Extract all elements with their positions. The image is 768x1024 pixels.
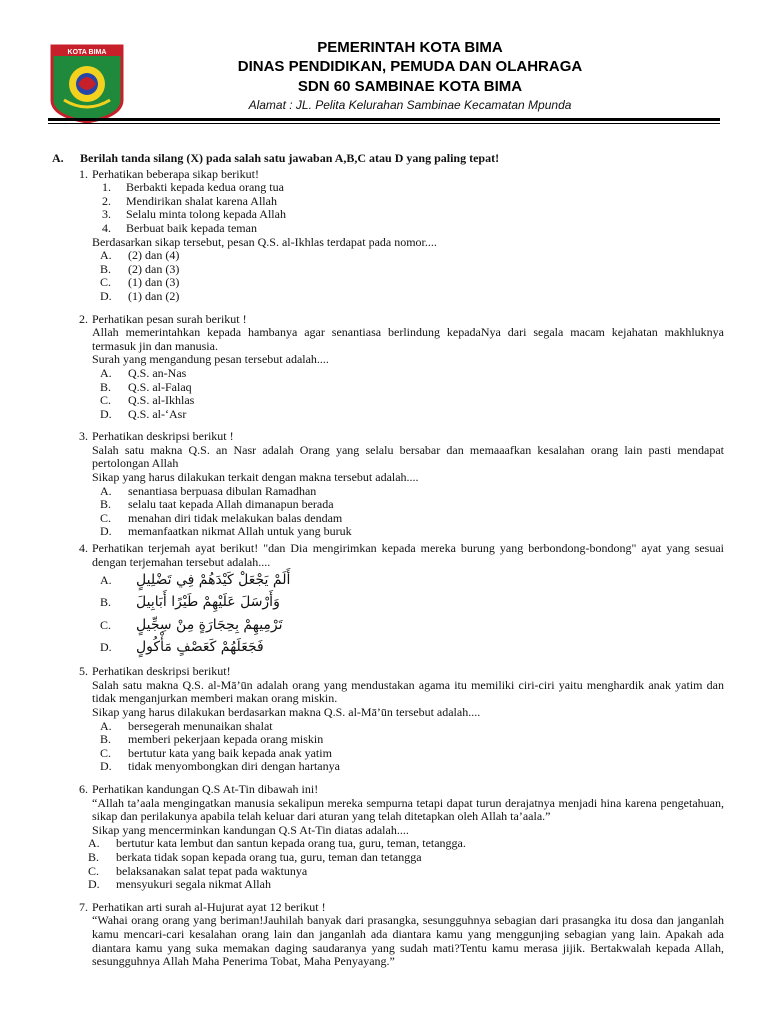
option-a[interactable]: A. (2) dan (4)	[100, 248, 180, 263]
header-rule-thin	[48, 123, 720, 124]
option-c[interactable]: C. bertutur kata yang baik kepada anak yatim	[100, 745, 332, 760]
kota-bima-logo	[50, 44, 124, 124]
question-1: 1. Perhatikan beberapa sikap berikut! 1. Berbakti kepada kedua orang tua 2. Mendirikan shalat karena Allah 3. Selalu minta tolong kepada Allah 4. Berbuat baik kepada teman Berdasarkan sikap tersebut, pesan Q.S. al-Ikhlas terdapat pada nomor.... A. (2) dan (4) B. (2) dan (3) C. (1) dan (3) D. (1) dan (2)	[52, 168, 724, 304]
option-b[interactable]: B. berkata tidak sopan kepada orang tua, guru, teman dan tetangga	[88, 849, 422, 864]
header-department: DINAS PENDIDIKAN, PEMUDA DAN OLAHRAGA	[237, 58, 583, 75]
list-item: 2. Mendirikan shalat karena Allah	[102, 193, 277, 208]
option-c[interactable]: C. (1) dan (3)	[100, 275, 180, 290]
question-2: 2. Perhatikan pesan surah berikut ! Allah memerintahkan kepada hambanya agar senantiasa berlindung kepadaNya dari segala macam kejahatan makhluknya termasuk jin dan manusia. Surah yang mengandung pesan tersebut adalah.... A. Q.S. an-Nas B. Q.S. al-Falaq C. Q.S. al-Ikhlas D. Q.S. al-‘Asr	[79, 311, 724, 421]
question-5: 5. Perhatikan deskripsi berikut! Salah satu makna Q.S. al-Mā’ūn adalah orang yang mendustakan agama itu memiliki ciri-ciri yaitu menghardik anak yatim dan tidak menganjurkan memberi makan orang miskin. Sikap yang harus dilakukan berdasarkan makna Q.S. al-Mā’ūn tersebut adalah.... A. bersegerah menunaikan shalat B. memberi pekerjaan kepada orang miskin C. bertutur kata yang baik kepada anak yatim D. tidak menyombongkan diri dengan hartanya	[79, 664, 724, 774]
option-a[interactable]: A. أَلَمْ يَجْعَلْ كَيْدَهُمْ فِي تَضْلِيلٍ	[100, 571, 291, 588]
header-school: SDN 60 SAMBINAE KOTA BIMA	[297, 78, 523, 95]
option-a[interactable]: A. senantiasa berpuasa dibulan Ramadhan	[100, 483, 317, 498]
option-d[interactable]: D. tidak menyombongkan diri dengan hartanya	[100, 759, 340, 774]
question-4: 4. Perhatikan terjemah ayat berikut! "dan Dia mengirimkan kepada mereka burung yang berbondong-bondong" ayat yang sesuai dengan terjemahan tersebut adalah.... A. أَلَمْ يَجْعَلْ كَيْدَهُمْ فِي تَضْلِيلٍ B. وَأَرْسَلَ عَلَيْهِمْ طَيْرًا أَبَابِيلَ C. تَرْمِيهِمْ بِحِجَارَةٍ مِنْ سِجِّيلٍ D. فَجَعَلَهُمْ كَعَصْفٍ مَأْكُولٍ	[52, 542, 724, 659]
question-3: 3. Perhatikan deskripsi berikut ! Salah satu makna Q.S. an Nasr adalah Orang yang selalu bersabar dan memaaafkan kesalahan orang lain pasti mendapat pertolongan Allah Sikap yang harus dilakukan terkait dengan makna tersebut adalah.... A. senantiasa berpuasa dibulan Ramadhan B. selalu taat kepada Allah dimanapun berada C. menahan diri tidak melakukan balas dendam D. memanfaatkan nikmat Allah untuk yang buruk	[79, 429, 724, 539]
option-a[interactable]: A. bersegerah menunaikan shalat	[100, 718, 273, 733]
option-b[interactable]: B. (2) dan (3)	[100, 261, 180, 276]
option-b[interactable]: B. وَأَرْسَلَ عَلَيْهِمْ طَيْرًا أَبَابِيلَ	[100, 594, 280, 611]
option-b[interactable]: B. selalu taat kepada Allah dimanapun berada	[100, 497, 334, 512]
section-heading: A. Berilah tanda silang (X) pada salah satu jawaban A,B,C atau D yang paling tepat!	[52, 151, 500, 165]
option-a[interactable]: A. bertutur kata lembut dan santun kepada orang tua, guru, teman, tetangga.	[88, 836, 466, 851]
header-rule-thick	[48, 118, 720, 121]
list-item: 4. Berbuat baik kepada teman	[102, 220, 257, 235]
option-a[interactable]: A. Q.S. an-Nas	[100, 365, 187, 380]
option-c[interactable]: C. Q.S. al-Ikhlas	[100, 393, 195, 408]
option-d[interactable]: D. فَجَعَلَهُمْ كَعَصْفٍ مَأْكُولٍ	[100, 639, 264, 656]
option-c[interactable]: C. belaksanakan salat tepat pada waktunya	[88, 863, 308, 878]
exam-content	[52, 152, 724, 969]
header-government: PEMERINTAH KOTA BIMA	[317, 39, 503, 56]
svg-text:KOTA BIMA: KOTA BIMA	[67, 49, 107, 56]
question-7: 7. Perhatikan arti surah al-Hujurat ayat 12 berikut ! “Wahai orang orang yang beriman!Jauhilah banyak dari prasangka, sesungguhnya sebagian dari prasangka itu dosa dan janganlah kamu mencari-cari kesalahan orang lain dan janganlah ada diantara kamu yang menggunjing sebagian yang lain. Apakah ada diantara kamu yang suka memakan daging saudaranya yang sudah mati?Tentu kamu merasa jijik. Bertakwalah kepada Allah, sesungguhnya Allah Maha Penerima Tobat, Maha Penyayang.”	[79, 899, 724, 969]
option-d[interactable]: D. mensyukuri segala nikmat Allah	[88, 877, 271, 892]
question-6: 6. Perhatikan kandungan Q.S At-Tin dibawah ini! “Allah ta’aala mengingatkan manusia sekalipun mereka sempurna tetapi dapat turun derajatnya menjadi hina karena pengetahuan, sikap dan perilakunya apabila telah keluar dari aturan yang telah ditetapkan oleh Allah ta’aala.” Sikap yang mencerminkan kandungan Q.S At-Tin diatas adalah....	[79, 781, 724, 837]
option-d[interactable]: D. memanfaatkan nikmat Allah untuk yang buruk	[100, 524, 352, 539]
option-c[interactable]: C. تَرْمِيهِمْ بِحِجَارَةٍ مِنْ سِجِّيلٍ	[100, 616, 283, 633]
list-item: 1. Berbakti kepada kedua orang tua	[102, 180, 284, 195]
list-item: 3. Selalu minta tolong kepada Allah	[102, 207, 286, 222]
option-b[interactable]: B. Q.S. al-Falaq	[100, 379, 192, 394]
option-c[interactable]: C. menahan diri tidak melakukan balas dendam	[100, 510, 343, 525]
option-b[interactable]: B. memberi pekerjaan kepada orang miskin	[100, 732, 324, 747]
option-d[interactable]: D. (1) dan (2)	[100, 288, 180, 303]
header-address: Alamat : JL. Pelita Kelurahan Sambinae Kecamatan Mpunda	[248, 98, 572, 112]
option-d[interactable]: D. Q.S. al-‘Asr	[100, 406, 187, 421]
